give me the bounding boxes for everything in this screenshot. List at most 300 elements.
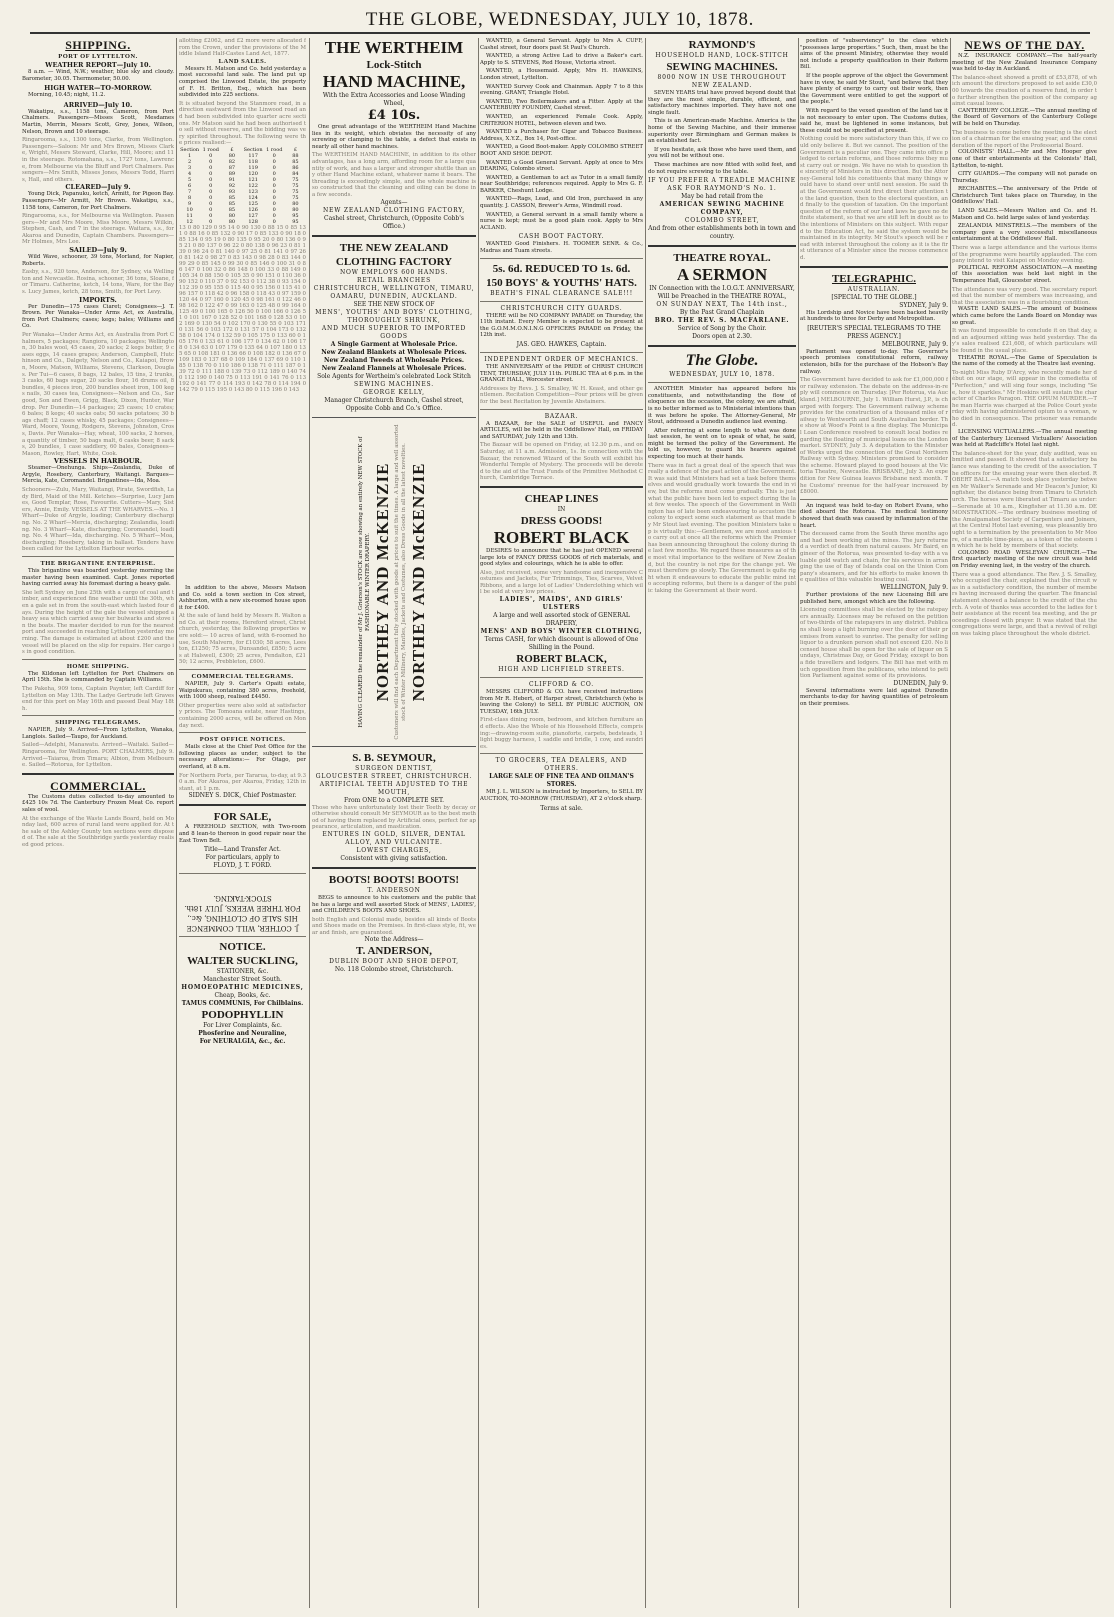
land-table-cell: 117 <box>248 152 258 159</box>
land-table-cell: 11 <box>186 212 193 219</box>
news-item: ZEALANDIA MINSTRELS.—The members of the company gave a very successful miscellaneous entertainment at the Oddfellows' Hall. <box>952 223 1097 243</box>
suckling-name: WALTER SUCKLING, <box>187 955 298 968</box>
article-continued: Addresses by Revs. J. S. Smalley, W. H. Keast, and other gentlemen. Recitation Competition—Four prizes will be given for the best Recitation by Juvenile Abstainers. <box>480 385 643 405</box>
column-editorial-telegraphic <box>800 38 948 1608</box>
land-table-cell: 86 <box>292 164 299 171</box>
land-table-cell: 80 <box>228 152 236 159</box>
news-item: RECHABITES.—The anniversary of the Pride of Christchurch Tent takes place on Thursday, in the Oddfellows' Hall. <box>952 186 1097 206</box>
land-table-cell: 87 <box>228 164 236 171</box>
wanted-ad: WANTED, a General servant in a small family where a nurse is kept; must be a good plain cook. Apply to Mrs ACLAND. <box>480 211 643 231</box>
guards-sign: JAS. GEO. HAWKES, Captain. <box>516 341 607 348</box>
fitted-text: These machines are now fitted with solid feet, and do not require screwing to the table. <box>648 161 796 175</box>
price-reduced: 5s. 6d. REDUCED TO 1s. 6d. <box>492 262 631 275</box>
address-note: Note the Address— <box>364 936 424 944</box>
news-item: THEATRE ROYAL.—The Game of Speculation is the name of the comedy at the Theatre last evening. <box>952 354 1097 368</box>
single-line: A Single Garment at Wholesale Price. <box>330 340 458 348</box>
blankets-line: New Zealand Blankets at Wholesale Prices. <box>321 348 467 356</box>
suckling-sub: STATIONER, &c. <box>216 968 269 976</box>
land-table-cell: 0 <box>272 176 276 183</box>
land-table-cell: 120 <box>248 170 258 177</box>
tea-sale: LARGE SALE OF FINE TEA AND OILMAN'S STORES. <box>489 773 634 789</box>
article-continued: Schooners—Zulu, Mary, Waitangi, Pirate, Swordfish, Lady Bird, Maid of the Mill. Ketches—Surprise, Lucy James, Good Templar, Rose, Favourite. Cutters—Mary, Sisters, Annie, Emily. VESSELS AT THE WHARVES.—No. 1 Wharf—Duke of Argyle, loading; Canterbury discharging. No. 2 Wharf—Mercia, discharging; Zealandia, loading. No. 3 Wharf—Kate, discharging; Coromandel, loading. No. 4 Wharf—Ida, discharging. No. 5 Wharf—Moa, discharging; Rosebery, taking in ballast. Tenders have been called for the Lyttelton Harbour works. <box>22 487 174 553</box>
sold-line: 8000 NOW IN USE THROUGHOUT NEW ZEALAND. <box>657 74 787 89</box>
land-table-cell: 0 <box>209 158 213 165</box>
editorial-paragraph: ANOTHER Minister has appeared before his constituents, and notwithstanding the flow of eloquence on the occasion, the colony, we are afraid, is no better informed as to Ministerial intentions than it was before he spoke. The Attorney-General, Mr Stout, addressed a Dunedin audience last evening. <box>648 386 796 426</box>
branches-line: CHRISTCHURCH, WELLINGTON, TIMARU, OAMARU, DUNEDIN, AUCKLAND. <box>313 284 475 300</box>
article-continued: The Pakeha, 909 tons, Captain Paynter, left Cardiff for Lyttelton on May 13th. The Ladye Gertrude left Gravesend for this port on May 16th and passed Deal May 18th. <box>22 685 174 712</box>
land-table-cell: 85 <box>228 206 236 213</box>
land-table-cell: 0 <box>209 188 213 195</box>
article-continued: Other properties were also sold at satisfactory prices. The Tomoana estate, near Hastings, containing 2000 acres, will be offered on Monday next. <box>179 702 306 729</box>
land-table-cell: 80 <box>228 218 236 225</box>
land-table-cell: 127 <box>248 212 258 219</box>
anderson-text: BEGS to announce to his customers and the public that he has a large and well assorted Stock of MENS', LADIES', and CHILDREN'S BOOTS AND SHOES. <box>312 894 476 915</box>
beath-clearance: BEATH'S FINAL CLEARANCE SALE!!! <box>490 289 633 297</box>
land-table-cell: 122 <box>248 182 258 189</box>
podophyllin-line: PODOPHYLLIN <box>201 1009 284 1022</box>
wellington-dateline: WELLINGTON, July 9. <box>880 583 948 591</box>
land-table-cell: 0 <box>209 182 213 189</box>
high-water-text: Morning, 10.45; night, 11.2. <box>28 92 106 99</box>
article-continued: Ringarooma, s.s., 1300 tons, Clarke, from Wellington. Passengers—Saloon: Mr and Mrs Brown, Misses Clarke, Wright, Messrs Steward, Clarke, Hill, Moore; and 11 in the steerage. Rotomahana, s.s., 1727 tons, Lawrence, from Melbourne via the Bluff and Port Chalmers. Passengers—Mrs Smith, Misses Jones, Messrs Todd, Harris, Hall, and others. <box>22 137 174 183</box>
employs-line: NOW EMPLOYS 600 HANDS. <box>339 268 449 276</box>
land-table-cell: 121 <box>248 176 258 183</box>
terms-sale: Terms at sale. <box>540 804 583 812</box>
weather-text: 8 a.m. — Wind, N.W.; weather, blue sky and cloudy. Barometer, 30.05. Thermometer, 50.00. <box>22 69 174 82</box>
large-stock: A large and well assorted stock of GENERAL DRAPERY, <box>493 612 630 628</box>
superior-line: AND MUCH SUPERIOR TO IMPORTED GOODS <box>321 324 467 340</box>
sydney-text: His Lordship and Novice have been backed heavily at hundreds to three for Derby and Metropolitan. <box>800 309 948 323</box>
sydney-dateline: SYDNEY, July 9. <box>899 301 948 309</box>
editorial-paragraph: position of "subserviency" to the class which "possesses large properties." Such, then, must be the aims of the present Ministry, otherwise they would not include a property qualification in their Reform Bill. <box>800 38 948 71</box>
land-table-cell: 80 <box>228 212 236 219</box>
reuter-heading: [REUTER'S SPECIAL TELEGRAMS TO THE PRESS AGENCY.] <box>807 324 941 340</box>
commercial-text: The Customs duties collected to-day amounted to £425 10s 7d. The Canterbury Frozen Meat Co. report sales of wool. <box>22 793 174 814</box>
article-continued: The Bazaar will be opened on Friday, at 12.30 p.m., and on Saturday, at 11 a.m. Admission, 1s. In connection with the Bazaar, the renowned Wizard of the South will exhibit his Wonderful Temple of Mystery. The proceeds will be devoted to the aid of the Trust Funds of the Primitive Methodist Church, Cambridge Terrace. <box>480 442 643 482</box>
robert-black-text: DESIRES to announce that he has just OPENED several large lots of FANCY DRESS GOODS of rich materials, and good styles and colourings, which he is able to offer. <box>480 547 643 568</box>
land-table-cell: 0 <box>272 152 276 159</box>
treadle-line: IF YOU PREFER A TREADLE MACHINE ASK FOR RAYMOND'S No. 1. <box>648 177 796 193</box>
wanted-ad: WANTED—Rags, Lead, and Old Iron, purchased in any quantity. J. CASSON, Brewer's Arms, Windmill road. <box>480 196 643 210</box>
land-table-cell: 85 <box>228 200 236 207</box>
article-continued: For Northern Ports, per Tararua, to-day, at 9.30 a.m. For Akaroa, per Akaroa, Friday, 12th instant, at 1 p.m. <box>179 772 306 792</box>
land-table-cell: 0 <box>272 194 276 201</box>
theatre-royal: THEATRE ROYAL. <box>673 252 771 265</box>
land-table-cell: 4 <box>187 170 192 177</box>
shrunk-line: THOROUGHLY SHRUNK, <box>347 316 441 324</box>
colombo-line: No. 118 Colombo street, Christchurch. <box>334 966 454 974</box>
article-continued: both English and Colonial made, besides all kinds of Boots and Shoes made on the Premises. In first-class style, fit, wear and finish, are guaranteed. <box>312 916 476 936</box>
land-table-cell: 0 <box>209 212 213 219</box>
article-continued: The balance-sheet for the year, duly audited, was submitted and passed. It showed that a satisfactory balance was standing to the credit of the association. The officers for the ensuing year were then elected. ROBERT BALL.—A match took place yesterday between Mr Walker's Serenade and Mr Deacon's Junior, Kingfisher, the distance being from Timaru to Christchurch. The horses were liberated at Timaru as under:—Serenade at 10 a.m., Kingfisher at 11.30 a.m. DEMONSTRATION.—The ordinary business meeting of the Amalgamated Society of Carpenters and Joiners, at the Central Hotel last evening, was pleasantly brought to a termination by the presentation to Mr Moore, of a marble time-piece, as a token of the esteem in which he is held by members of that society. <box>952 450 1097 550</box>
land-table-cell: 95 <box>292 218 299 225</box>
home-shipping-text: The Kildonan left Lyttelton for Port Chalmers on April 15th. She is commanded by Captain Williams. <box>22 670 174 684</box>
arrived-text: Wakatipu, s.s., 1158 tons, Cameron, from Port Chalmers. Passengers—Misses Scott, Mesdames Martin, Merrin, Messrs Scott, Grey, Jones, Wilson, Nelson, Brown and 10 steerage. <box>22 108 174 135</box>
for-sale-text: A FREEHOLD SECTION, with Two-room and 8 lean-to thereon in good repair near the East Town Belt. <box>179 824 306 844</box>
australian-heading: AUSTRALIAN. <box>847 285 901 293</box>
dress-goods: DRESS GOODS! <box>520 514 603 527</box>
sewing-line: SEWING MACHINES. <box>354 380 434 388</box>
surgeon-line: SURGEON DENTIST, <box>355 764 433 772</box>
land-table-cell: 0 <box>209 206 213 213</box>
land-table <box>179 153 306 225</box>
masthead-title: THE GLOBE, WEDNESDAY, JULY 10, 1878. <box>365 9 755 30</box>
tamus-line: TAMUS COMMUNIS, For Chilblains. <box>181 1000 304 1008</box>
george-kelly: GEORGE KELLY, <box>363 388 425 396</box>
land-table-cell: 119 <box>248 164 258 171</box>
boots-title: BOOTS! BOOTS! BOOTS! <box>328 873 460 886</box>
land-table-cell: 75 <box>292 188 299 195</box>
flannels-line: New Zealand Flannels at Wholesale Prices. <box>321 364 467 372</box>
article-continued: The WERTHEIM HAND MACHINE, in addition to its other advantages, has a long arm, affording room for a large quantity of work, and has a larger and stronger shuttle than any other Hand Machine extant, whatever name it bears. The threading is exceedingly simple, and the whole machine is so constructed that the cleaning and oiling can be done in a few seconds. <box>312 152 476 198</box>
column-news <box>952 38 1097 1608</box>
melbourne-dateline: MELBOURNE, July 9. <box>881 340 948 348</box>
news-item: CANTERBURY COLLEGE.—The annual meeting of the Board of Governors of the Canterbury College will be held on Thursday. <box>952 107 1097 127</box>
northey-title: NORTHEY AND McKENZIE <box>373 462 392 701</box>
land-table-cell: 0 <box>272 200 276 207</box>
seymour-name: S. B. SEYMOUR, <box>352 751 436 764</box>
land-table-cell: 0 <box>209 194 213 201</box>
wanted-ad: WANTED, an experienced Female Cook. Apply, CRITERION HOTEL, between eleven and two. <box>480 113 643 127</box>
anderson-name: T. ANDERSON <box>367 886 421 894</box>
wanted-ad: WANTED a Good General Servant. Apply at once to Mrs DEARING, Colombo street. <box>480 159 643 173</box>
wanted-ad: WANTED, a strong Active Lad to drive a Baker's cart. Apply to S. STEVENS, Red House, Victoria street. <box>480 53 643 66</box>
hand-machine: HAND MACHINE, <box>322 72 466 91</box>
land-table-cell: 126 <box>248 206 258 213</box>
column-rule <box>798 38 799 1608</box>
land-table-cell: 75 <box>292 176 299 183</box>
city-guards-heading: CHRISTCHURCH CITY GUARDS. <box>500 304 623 312</box>
nz-clothing-line: NEW ZEALAND CLOTHING FACTORY, <box>322 206 466 214</box>
home-shipping-heading: HOME SHIPPING. <box>66 662 130 670</box>
agents-label: Agents— <box>380 198 408 206</box>
land-table-cell: 6 <box>187 182 192 189</box>
wanted-ad: WANTED a Purchaser for Cigar and Tobacco Business. Address, X.Y.Z., Box 14, Post-office. <box>480 129 643 142</box>
article-continued: Nothing could be more satisfactory than this, if we could only believe it. But we cannot. The position of the Government is a peculiar one. They came into office pledged to certain reforms, and those reforms they must carry out or resign. We have no wish to question the sincerity of Ministers in this direction. But the Attorney-General told his constituents that many things would have to stand over until next session. He said that the Government would first direct their attention to the land question, then to the electoral question, and finally to the question of taxation. On the important question of the reform of our land laws he gave no definite statement, so that we are still left in doubt as to the intentions of Ministers on this subject. With regard to the Education Act, he said the system would be maintained in its integrity. Mr Stout's speech will be read with interest throughout the colony as it is the first utterance of a Minister since the recess commenced. <box>800 136 948 261</box>
article-continued: Sailed—Adelphi, Manawatu. Arrived—Waitaki. Sailed—Ringarooma, for Wellington. PORT CHALMERS, July 9. Arrived—Taiaroa, from Timaru; Albion, from Melbourne. Sailed—Rotorua, for Lyttelton. <box>22 742 174 769</box>
grocers-heading: TO GROCERS, TEA DEALERS, AND OTHERS. <box>495 757 628 773</box>
news-item: LAND SALES.—Messrs Walton and Co. and H. Matson and Co. held large sales of land yesterday. <box>952 208 1097 221</box>
masthead <box>30 8 1090 34</box>
article-continued: There was a good attendance. The Rev. J. S. Smalley, who occupied the chair, explained that the circuit was in a satisfactory condition, the number of members having increased during the quarter. The financial statement showed a balance to the credit of the church. A vote of thanks was accorded to the ladies for their assistance at the recent tea meeting, and the proceedings closed with prayer. It was stated that the congregations were large, and that a revival of religion was taking place throughout the whole district. <box>952 571 1097 637</box>
sermon-title: A SERMON <box>676 265 768 285</box>
postmaster-signature: SIDNEY S. DICK, Chief Postmaster. <box>188 792 297 800</box>
raymond-title: RAYMOND'S <box>688 39 756 51</box>
news-item: CITY GUARDS.—The company will not parade on Thursday. <box>952 171 1097 184</box>
dublin-line: DUBLIN BOOT AND SHOE DEPOT, <box>329 958 459 966</box>
land-table-cell: 0 <box>272 158 276 165</box>
column-shipping <box>22 38 174 1608</box>
wanted-ad: WANTED, a Gentleman to act as Tutor in a small family near Southbridge; references required. Apply to Mrs G. F. BARKER, Cheshunt Lodge. <box>480 174 643 194</box>
article-continued: Licensing committees shall be elected by the ratepayers annually. Licenses may be refused on the petition of two-thirds of the ratepayers in any district. Publicans shall keep a light burning over the door of their premises from sunset to sunrise. The penalty for selling liquor to a drunken person shall not exceed £20. No licensed house shall be open for the sale of liquor on Sundays, Christmas Day, or Good Friday, except to bona fide travellers and lodgers. The Bill has met with much opposition from the publicans, who intend to petition Parliament against some of its provisions. <box>800 607 948 680</box>
ladies-ulsters: LADIES', MAIDS', AND GIRLS' ULSTERS <box>499 596 624 612</box>
globe-title: The Globe. <box>685 352 759 370</box>
shipping-heading: SHIPPING. <box>65 38 131 52</box>
land-table-cell: 82 <box>228 158 236 165</box>
notice-heading: NOTICE. <box>219 941 266 954</box>
with-extra: With the Extra Accessories and Loose Winding Wheel, <box>322 92 466 107</box>
connection-text: IN Connection with the I.O.G.T. ANNIVERSARY, Will be Preached in the THEATRE ROYAL, <box>649 285 795 301</box>
column-rule <box>950 38 951 1608</box>
table-continued: 13 0 80 129 0 95 14 0 90 130 0 88 15 0 85 131 0 88 16 0 85 132 0 90 17 0 85 133 0 90 18 0 85 134 0 95 19 0 80 135 0 95 20 0 80 136 0 95 21 0 80 137 0 96 22 0 80 138 0 96 23 0 81 139 0 96 24 0 81 140 0 97 25 0 81 141 0 97 26 0 81 142 0 98 27 0 83 143 0 98 28 0 83 144 0 99 29 0 85 145 0 99 30 0 85 146 0 100 31 0 86 147 0 100 32 0 86 148 0 100 33 0 88 149 0 105 34 0 88 150 0 105 35 0 90 151 0 110 36 0 90 152 0 110 37 0 92 153 0 112 38 0 93 154 0 112 39 0 95 155 0 115 40 0 95 156 0 115 41 0 96 157 0 118 42 0 96 158 0 118 43 0 97 159 0 120 44 0 97 160 0 120 45 0 98 161 0 122 46 0 98 162 0 122 47 0 99 163 0 125 48 0 99 164 0 125 49 0 100 165 0 126 50 0 100 166 0 126 51 0 101 167 0 128 52 0 101 168 0 128 53 0 102 169 0 130 54 0 102 170 0 130 55 0 103 171 0 131 56 0 103 172 0 131 57 0 104 173 0 132 58 0 104 174 0 132 59 0 105 175 0 133 60 0 105 176 0 133 61 0 106 177 0 134 62 0 106 178 0 134 63 0 107 179 0 135 64 0 107 180 0 135 65 0 108 181 0 136 66 0 108 182 0 136 67 0 109 183 0 137 68 0 109 184 0 137 69 0 110 185 0 138 70 0 110 186 0 138 71 0 111 187 0 139 72 0 111 188 0 139 73 0 112 189 0 140 74 0 112 190 0 140 75 0 113 191 0 141 76 0 113 192 0 141 77 0 114 193 0 142 78 0 114 194 0 142 79 0 115 195 0 143 80 0 115 196 0 143 <box>179 224 306 393</box>
wertheim-text: One great advantage of the WERTHEIM Hand Machine lies in its weight, which obviates the necessity of any screwing or clamping to the table, a defect that exists in nearly all other hand machines. <box>312 124 476 150</box>
sunday-line: ON SUNDAY NEXT, The 14th inst., <box>656 301 788 309</box>
column-wanted <box>480 38 643 1608</box>
dunedin-dateline: DUNEDIN, July 9. <box>893 679 948 687</box>
land-table-cell: 93 <box>228 188 236 195</box>
land-sales-text: Messrs H. Matson and Co. held yesterday a most successful land sale. The land put up comprised the Linwood Estate, the property of F. H. Britton, Esq., which has been subdivided into 225 sections. <box>179 65 306 99</box>
commercial-heading: COMMERCIAL. <box>50 778 146 793</box>
american-text: This is an American-made Machine. America is the home of the Sewing Machine, and their immense superiority over Birmingham and German makes is an established fact. <box>648 118 796 145</box>
service-line: Service of Song by the Choir. <box>677 325 767 333</box>
manager-line: Manager Christchurch Branch, Cashel street, Opposite Cobb and Co.'s Office. <box>324 396 464 412</box>
land-table-cell: 12 <box>186 218 193 225</box>
for-sale-heading: FOR SALE, <box>213 811 272 824</box>
land-table-cell: 0 <box>209 164 213 171</box>
weather-heading: WEATHER REPORT—July 10. <box>45 61 151 69</box>
clifford-text: MESSRS CLIFFORD & CO. have received instructions from Mr R. Hebert, of Harper street, Christchurch (who is leaving the Colony) to SELL BY PUBLIC AUCTION, ON TUESDAY, 16th JULY. <box>480 689 643 715</box>
land-table-cell: 10 <box>186 206 193 213</box>
cashel-line: Cashel street, Christchurch, (Opposite Cobb's Office.) <box>324 214 464 230</box>
artificial-line: ARTIFICIAL TEETH ADJUSTED TO THE MOUTH, <box>319 780 469 796</box>
sailed-heading: SAILED—July 9. <box>69 246 127 255</box>
article-continued: To-night Miss Ruby D'Arcy, who recently made her début on our stage, will appear in the comedietta of "Perfection," and will sing four songs, including "See, how it sparkles." Mr Hoskins will sustain the character of Charles Paragon. THE OPIUM MURDER.—The man Harris was charged at the Police Court yesterday with having administered opium to a woman, who died in consequence. The prisoner was remanded. <box>952 369 1097 429</box>
wellington-text: Further provisions of the new Licensing Bill are published here, amongst which are the following. <box>800 591 948 605</box>
nz-text: An inquest was held to-day on Robert Evans, who died aboard the Rotorua. The medical testimony showed that death was caused by inflammation of the heart. <box>800 502 948 529</box>
consistent-line: Consistent with giving satisfaction. <box>340 854 448 862</box>
neuralgia-line: For NEURALGIA, &c., &c. <box>199 1038 286 1046</box>
column-rule <box>645 38 646 1608</box>
land-table-cell: 7 <box>187 188 192 195</box>
lowest-line: LOWEST CHARGES, <box>356 846 432 854</box>
in-word: IN <box>557 505 566 513</box>
post-office-heading: POST OFFICE NOTICES. <box>199 736 286 744</box>
land-table-cell: 0 <box>209 200 213 207</box>
household-line: HOUSEHOLD HAND, LOCK-STITCH <box>655 52 789 59</box>
northey-rotated-ad: HAVING CLEARED the remainder of Mr J. Grierson's STOCK are now showing an entirely NEW STOCK of FASHIONABLE WINTER DRAPERY. NORTHEY AND McKENZIE Customers will find each Department fully stocked with goods at prices to suit the times. A large and well assorted stock of Winter Millinery, Mantles, Jackets and Costumes, also Dress Goods in all the latest novelties. NORTHEY AND McKENZIE <box>312 417 476 747</box>
land-table-cell: 0 <box>209 176 213 183</box>
terms-cash: Terms CASH, for which discount is allowed of One Shilling in the Pound. <box>484 636 639 652</box>
wertheim-price: £4 10s. <box>367 108 421 123</box>
oddfellows-text: THE ANNIVERSARY of the PRIDE of CHRIST CHURCH TENT, THURSDAY, JULY 11th. PUBLIC TEA at 6 p.m. in the GRANGE HALL, Worcester street. <box>480 364 643 384</box>
article-continued: Those who have unfortunately lost their Teeth by decay or otherwise should consult Mr SEYMOUR as to the best method of having them replaced by Artificial ones, perfect for appearance, articulation, and mastication. <box>312 804 476 831</box>
title-line: Title—Land Transfer Act. <box>204 846 281 854</box>
homoeopathic-line: HOMOEOPATHIC MEDICINES, <box>181 984 304 992</box>
wanted-ad: WANTED, a General Servant. Apply to Mrs A. CUFF, Cashel street, four doors past St Paul's Church. <box>480 38 643 51</box>
northey-text: HAVING CLEARED the remainder of Mr J. Grierson's STOCK are now showing an entirely NEW STOCK of FASHIONABLE WINTER DRAPERY. <box>358 436 371 727</box>
land-table-cell: 128 <box>248 218 258 225</box>
cleared-text: Young Dick, Papanuku, ketch, Armitt, for Pigeon Bay. Passengers—Mr Armitt, Mr Brown. Wakatipu, s.s., 1158 tons, Cameron, for Port Chalmers. <box>22 191 174 211</box>
land-table-cell: 125 <box>248 200 258 207</box>
see-stock-line: SEE THE NEW STOCK OF <box>353 300 435 308</box>
land-table-cell: 89 <box>228 170 236 177</box>
wanted-ad: WANTED, Two Boilermakers and a Fitter. Apply at the CANTERBURY FOUNDRY, Cashel street. <box>480 98 643 112</box>
land-table-cell: 0 <box>209 170 213 177</box>
from-one-line: From ONE to a COMPLETE SET. <box>344 796 444 804</box>
shipping-telegrams-text: NAPIER, July 9. Arrived—From Lyttelton, Wanaka, Langlois. Sailed—Taupo, for Auckland. <box>22 727 174 740</box>
retail-line: RETAIL BRANCHES <box>357 276 431 284</box>
commercial-telegrams-text: NAPIER, July 9. Carter's Opaiti estate, Waipukurau, containing 380 acres, freehold, with 1000 sheep, realised £4450. <box>179 681 306 701</box>
article-continued: Easby, s.s., 920 tons, Anderson, for Sydney, via Wellington and Newcastle. Rosina, schooner, 36 tons, Sloane, for Timaru. Catherine, ketch, 14 tons, Ware, for the Bays. Lucy James, ketch, 28 tons, Smith, for Port Levy. <box>22 269 174 296</box>
land-table-cell: 123 <box>248 188 258 195</box>
land-table-cell: 0 <box>272 170 276 177</box>
brigantine-text: This brigantine was boarded yesterday morning the master having been examined. Capt. Jones reported having carried away his foremast during a heavy gale. <box>22 568 174 588</box>
land-table-cell: 8 <box>187 194 192 201</box>
article-continued: The business to come before the meeting is the election of a chairman for the ensuing year, and the consideration of the report of the Professorial Board. <box>952 129 1097 149</box>
news-item: WASTE LAND SALES.—The amount of business which came before the Lands Board on Monday was so great. <box>952 306 1097 326</box>
news-item: POLITICAL REFORM ASSOCIATION.—A meeting of this association was held last night in the Temperance Hall, Gloucester street. <box>952 264 1097 284</box>
article-continued: It was found impossible to conclude it on that day, and an adjourned sitting was held yesterday. The day's sales realised £21,608, of which particulars will be found in the usual place. <box>952 328 1097 354</box>
column-ads-wertheim <box>312 38 476 1608</box>
shipping-telegrams-heading: SHIPPING TELEGRAMS. <box>55 719 141 727</box>
entures-line: ENTURES IN GOLD, SILVER, DENTAL ALLOY, AND VULCANITE. <box>322 830 466 846</box>
land-table-cell: 0 <box>272 218 276 225</box>
boys-hats: 150 BOYS' & YOUTHS' HATS. <box>486 276 637 289</box>
mens-boys-clothing: MENS' AND BOYS' WINTER CLOTHING, <box>480 628 643 636</box>
land-table-cell: 80 <box>292 200 299 207</box>
hesitate-text: If you hesitate, ask those who have used them, and you will not be without one. <box>648 146 796 160</box>
article-continued: allotting £2062, and £2 more were allocated from the Crown, under the provisions of the Middle Island Half-Castes Land Act, 1877. <box>179 38 306 58</box>
column-raymond-globe <box>648 38 796 1608</box>
wertheim-title: THE WERTHEIM <box>324 38 464 57</box>
imports-text: Per Dunedin—175 cases Ciaret; Consignees—J. T. Brown. Per Wanaka—Under Arms Act, ex Australia, from Port Chalmers; cases; kegs; bales; Williams and Co. <box>22 303 174 330</box>
may-be-had: May be had retail from the <box>681 193 763 201</box>
anderson-big: T. ANDERSON, <box>356 945 432 958</box>
news-item: N.Z. INSURANCE COMPANY.—The half-yearly meeting of the New Zealand Insurance Company was held to-day in Auckland. <box>952 53 1097 73</box>
wanted-ad: WANTED Survey Cook and Chainman. Apply 7 to 8 this evening. GRANT, Triangle Hotel. <box>480 83 643 97</box>
imports-heading: IMPORTS. <box>79 295 117 304</box>
land-table-cell: 85 <box>228 194 236 201</box>
article-continued: There was a large attendance and the various items of the programme were heartily applauded. The company intend to visit Kaiapoi on Monday evening. <box>952 245 1097 265</box>
brigantine-heading: THE BRIGANTINE ENTERPRISE. <box>40 560 156 567</box>
cheap-lines: CHEAP LINES <box>524 492 599 505</box>
land-table-cell: 0 <box>272 182 276 189</box>
land-table-cell: 75 <box>292 194 299 201</box>
homoeopathic-sub: Cheap, Books, &c. <box>214 992 271 1000</box>
news-item: COLONISTS' HALL.—Mr and Mrs Hooper give one of their entertainments at the Colonists' Hall, Lyttelton, to-night. <box>952 149 1097 169</box>
article-continued: There was in fact a great deal of the speech that was really a defence of the past action of the Government. It was said that Ministers had set a task before themselves and would gradually work towards the end in view, but the reforms must come gradually. This is just what the public have been led to expect during the last few weeks. The speech of the Government in Wellington has of late been endeavouring to accustom the colony to expect some such statement as that made by Mr Stout last evening. The position Ministers take up is virtually this:—Gentlemen, we are most anxious to carry out at once all the reforms which the Premier has been announcing throughout the colony during the last few months. We regard these measures as of the most vital importance to the welfare of New Zealand, but the country is not ripe for the change yet. We must therefore go slowly. The Government is quite right when it endeavours to educate the public mind into accepting reforms, but there is a danger of the public taking the Government at their word. <box>648 462 796 594</box>
other-establishments: And from other establishments both in town and country. <box>648 225 796 241</box>
port-heading: PORT OF LYTTELTON. <box>58 53 138 60</box>
cash-boot-line: CASH BOOT FACTORY. <box>518 233 605 241</box>
upside-down-ad: J. COTHER, WILL COMMENCE HIS SALE OF CLOTHING, &c., FOR THREE WEEKS, JULY 18th. STOCK-TAKING. <box>184 894 301 933</box>
clifford-heading: CLIFFORD & CO. <box>529 681 594 689</box>
land-table-cell: 124 <box>248 194 258 201</box>
tweeds-line: New Zealand Tweeds at Wholesale Prices. <box>323 356 464 364</box>
melbourne-text: Parliament was opened to-day. The Governor's speech promises constitutional reform, railway extension, bills for the purchase of the Hobson's Bay railway. <box>800 348 948 375</box>
land-table-cell: 2 <box>187 158 192 165</box>
land-table-cell: 0 <box>272 212 276 219</box>
land-table-cell: 5 <box>187 176 192 183</box>
news-heading: NEWS OF THE DAY. <box>964 38 1085 52</box>
robert-black-title: ROBERT BLACK <box>493 527 630 547</box>
land-table-header: Section 1 rood £ Section 1 rood £ <box>180 146 298 153</box>
wilson-text: MR J. L. WILSON is instructed by Importers, to SELL BY AUCTION, TO-MORROW (THURSDAY), AT 2 o'clock sharp. <box>480 789 643 802</box>
globe-date: WEDNESDAY, JULY 10, 1878. <box>669 371 775 379</box>
land-table-cell: 0 <box>272 206 276 213</box>
article-continued: Also, just received, some very handsome and inexpensive Costumes and Jackets, Fur Trimmings, Ties, Scarves, Velvet Ribbons, and a large lot of Ladies' Underclothing which will be sold at very low prices. <box>480 569 643 596</box>
wanted-ad: WANTED, a Housemaid. Apply, Mrs H. HAWKINS, London street, Lyttelton. <box>480 68 643 81</box>
land-table-cell: 3 <box>187 164 192 171</box>
wertheim-sub: Lock-Stitch <box>366 59 422 71</box>
raymond-text: SEVEN YEARS trial have proved beyond doubt that they are the most simple, durable, efficient, and satisfactory machines imported. They have not one single fault. <box>648 90 796 116</box>
article-continued: The deceased came from the South three months ago and had been working at the mines. The jury returned a verdict of death from natural causes. Mr Baird, engineer of the Rotorua, was presented to-day with a valuable gold watch and chain, for his services in arranging the use of Bay of Islands coal on the Union Company's steamers, and for his efforts to make known the qualities of this valuable boating coal. <box>800 531 948 584</box>
article-continued: The Government have decided to ask for £1,000,000 for railway extension. The debate on the address-in-reply will commence on Thursday. [Per Rotorua, via Auckland.] MELBOURNE, July 1. William Hurst, J.P., is charged with forgery. The Government railway scheme provides for the construction of a thousand miles of railway to Wentworth and South Australian border. The show at Wood's Point is a fine display. The Municipal Loan Conference resolved to consult local bodies regarding the floating of municipal loans on the London market. SYDNEY, July 3. A deputation to the Minister of Works urged the connection of the Great Northern Railway with Sydney. Ministers promised to consider the scheme. Howard played to good houses at the Victoria Theatre, Newcastle. BRISBANE, July 3. An expedition for New Guinea leaves Brisbane next month. The Customs' revenue for the half-year increased by £8000. <box>800 377 948 496</box>
land-table-cell: 84 <box>292 170 299 177</box>
land-table-cell: 88 <box>292 152 299 159</box>
telegraphic-heading: TELEGRAPHIC. <box>831 272 917 285</box>
column-land-sales <box>179 38 306 1608</box>
vessels-heading: VESSELS IN HARBOUR. <box>53 457 143 466</box>
news-item: COLOMBO ROAD WESLEYAN CHURCH.—The first quarterly meeting of the new circuit was held on Friday evening last, in the vestry of the church. <box>952 549 1097 569</box>
bazaar-text: A BAZAAR, for the SALE of USEFUL and FANCY ARTICLES, will be held in the Oddfellows' Hall, on FRIDAY and SATURDAY, July 12th and 13th. <box>480 420 643 440</box>
land-table-cell: 75 <box>292 182 299 189</box>
city-guards-text: THERE will be NO COMPANY PARADE on Thursday, the 11th instant. Every Member is expected to be present at the G.O.M.M.O.N.I.N.G OFFICERS PARADE on Friday, the 12th inst. <box>480 312 643 339</box>
wanted-ad: WANTED Good Finishers. H. TOOMER SENR. & Co., Madras and Tuam streets. <box>480 241 643 255</box>
commercial-telegrams-heading: COMMERCIAL TELEGRAMS. <box>191 673 294 681</box>
manchester-street: Manchester Street South. <box>203 976 282 984</box>
land-table-cell: 1 <box>187 152 192 159</box>
vessels-text: Steamer—Onehunga. Ships—Zealandia, Duke of Argyle, Rosebery, Canterbury, Waitangi. Barques—Mercia, Kate, Coromandel. Brigantines—Ida, Moa. <box>22 465 174 485</box>
article-continued: At the sale of land held by Messrs R. Walton and Co. at their rooms, Hereford street, Christchurch, yesterday, the following properties were sold:— 10 acres of land, with 6-roomed house, South Malvern, for £1030; 58 acres, Leeston, £1250; 75 acres, Dunsandel, £850; 5 acres at Halswell, £300; 25 acres, Fendalton, £2150; 12 acres, Prebbleton, £600. <box>179 613 306 666</box>
land-table-cell: 92 <box>228 182 236 189</box>
land-sales-after: In addition to the above, Messrs Matson and Co. sold a town section in Cox street, Ashburton, with a new six-roomed house upon it for £400. <box>179 584 306 611</box>
article-continued: At the exchange of the Waste Lands Board, held on Monday last, 600 acres of rural land were applied for. At the sale of the Ashley County ten sections were disposed of. The sale at the Southbridge yards yesterday realised good prices. <box>22 815 174 848</box>
cleared-heading: CLEARED—July 9. <box>65 183 131 192</box>
article-continued: It is situated beyond the Stanmore road, in a direction eastward from the Linwood road and had been subdivided into quarter acre sections. Mr Matson said he had been authorised to sell without reserve, and the bidding was very spirited throughout. The following were the prices realised:— <box>179 100 306 147</box>
clothing-factory-title: THE NEW ZEALAND CLOTHING FACTORY <box>335 241 453 268</box>
land-table-cell: 0 <box>272 188 276 195</box>
gloucester-line: GLOUCESTER STREET, CHRISTCHURCH. <box>315 772 473 780</box>
special-heading: [SPECIAL TO THE GLOBE.] <box>831 293 917 301</box>
rev-line: BRO. THE REV. S. MACFARLANE. <box>654 317 790 325</box>
land-table-cell: 9 <box>187 200 192 207</box>
chaplain-line: By the Past Grand Chaplain <box>679 309 765 317</box>
editorial-paragraph: After referring at some length to what was done last session, he went on to speak of what, he said, might be termed the policy of the Government. He told us, however, to guard his hearers against expecting too much at their hands. <box>648 427 796 461</box>
dunedin-text: Several informations were laid against Dunedin merchants to-day for having quantities of petroleum on their premises. <box>800 687 948 707</box>
article-continued: Per Wanaka—Under Arms Act, ex Australia from Port Chalmers, 5 packages; Rangiora, 10 packages; Wellington, 30 bales wool, 45 cases, 20 sacks; 2 kegs butter, 9 cases eggs, 14 cases grapes; Anderson, Campbell, Hutchinson and Co., Dalgety, Nelson and Co., Kaiapoi, Brown, Moore, Matson, Williams, Stevens, Clarkson, Douglas. Per Tui—6 cases, 8 bags, 12 bales, 15 tins, 2 trunks, 3 casks, 60 bags sugar, 20 sacks flour, 16 drums oil, 8 bundles, 4 pieces iron, 200 bundles sheet iron, 100 kegs nails, 30 cases tea, Consignees—Nelson and Co., Sargood, Son and Ewen, Grigg, Black, Dixon, Hunter, Wardrop. Per Dunedin—14 packages; 25 cases; 10 crates; 6 bales; 8 kegs; 40 sacks oats; 50 sacks potatoes; 30 bags chaff; 12 cases whisky, 45 packages; Consignees—Ward, Moore, Young, Rodgers, Stevens, Johnston, Cross, Davis. Per Wanaka—Hay, wheat, 100 sacks, 2 horses, a quantity of timber, 50 bags malt, 6 casks beer, 8 sacks, 20 bundles, 1 case saddlery, 60 bales, Consignees—Mason, Rowley, Hart, White, Cook. <box>22 332 174 457</box>
podophyllin-sub: For Liver Complaints, &c. <box>203 1022 282 1030</box>
column-rule <box>309 38 310 1608</box>
high-water-heading: HIGH WATER—TO-MORROW. <box>44 84 152 93</box>
column-rule <box>478 38 479 1608</box>
land-table-cell: 118 <box>248 158 258 165</box>
bazaar-heading: BAZAAR. <box>544 412 579 420</box>
american-company: AMERICAN SEWING MACHINE COMPANY, <box>659 201 785 217</box>
northey-title-2: NORTHEY AND McKENZIE <box>409 462 428 701</box>
wanted-ad: WANTED, a Good Boot-maker. Apply COLOMBO STREET BOOT AND SHOE DEPOT. <box>480 144 643 157</box>
colombo-street: COLOMBO STREET, <box>684 217 760 225</box>
land-sales-heading: LAND SALES. <box>218 57 267 65</box>
doors-line: Doors open at 2.30. <box>692 333 752 341</box>
article-continued: The attendance was very good. The secretary reported that the number of members was increasing, and that the association was in a flourishing condition. <box>952 286 1097 306</box>
phosferine-line: Phosferine and Neuraline, <box>198 1030 287 1038</box>
land-table-cell: 95 <box>292 212 299 219</box>
oddfellows-heading: INDEPENDENT ORDER OF MECHANICS. <box>484 356 639 363</box>
article-continued: The balance-sheet showed a profit of £53,878, of which amount the directors proposed to set aside £30,000 towards the creation of a reserve fund, in order to further strengthen the position of the company against casual losses. <box>952 74 1097 108</box>
article-continued: First-class dining room, bedroom, and kitchen furniture and effects. Also the Whole of his Household Effects, comprising:—drawing-room suite, pianoforte, carpets, bedsteads, 1 light buggy harness, 1 saddle and bridle, 1 cow, and sundries. <box>480 717 643 750</box>
sole-agents-line: Sole Agents for Wertheim's celebrated Lock Stitch <box>317 372 471 380</box>
article-continued: She left Sydney on June 25th with a cargo of coal and timber, and experienced fine weather until the 30th, when a gale set in from the south-east which lasted four days. During the height of the gale the vessel shipped a heavy sea which carried away her bulwarks and stove in the boats. The master decided to run for the nearest port and succeeded in reaching Lyttelton yesterday morning. The damage is estimated at about £200 and the vessel will be placed on the slip for repairs. Her cargo is in good condition. <box>22 589 174 656</box>
land-table-cell: 0 <box>272 164 276 171</box>
raymond-sewing: SEWING MACHINES. <box>666 61 778 73</box>
sailed-text: Wild Wave, schooner, 39 tons, Morland, for Napier, Roberts. <box>22 254 174 267</box>
particulars-line: For particulars, apply to <box>205 854 280 862</box>
land-table-cell: 80 <box>292 206 299 213</box>
news-item: LICENSING VICTUALLERS.—The annual meeting of the Canterbury Licensed Victuallers' Association was held at Radcliffe's Hotel last night. <box>952 429 1097 449</box>
arrived-heading: ARRIVED—July 10. <box>63 100 133 109</box>
land-table-cell: 85 <box>292 158 299 165</box>
